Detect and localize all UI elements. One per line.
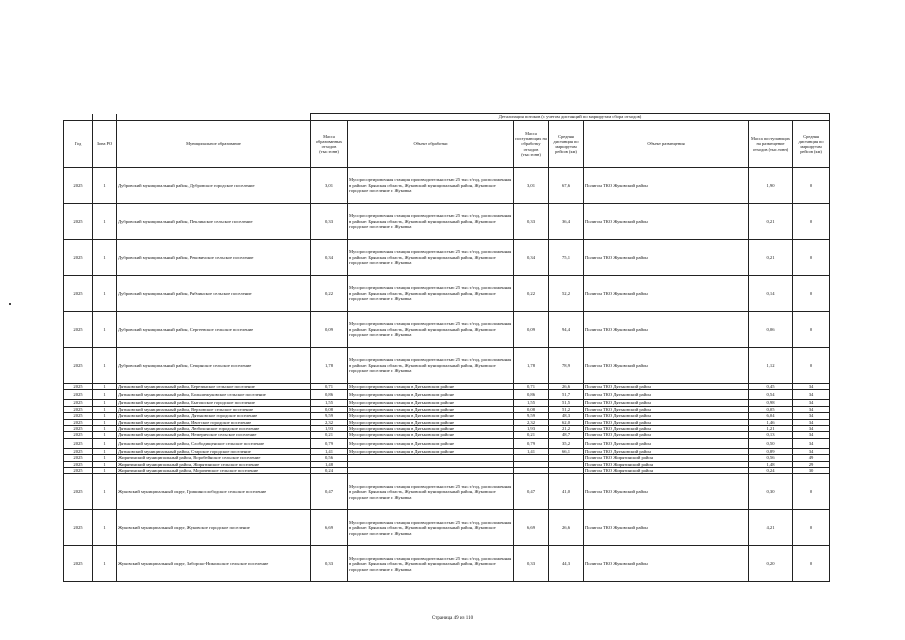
cell-year: 2025 [64, 400, 93, 406]
table-row [64, 168, 830, 204]
cell-mass-generated: 6,69 [311, 510, 348, 546]
cell-year: 2025 [64, 413, 93, 419]
cell-year: 2025 [64, 461, 93, 467]
cell-processing-facility: Мусоросортировочная станция производительностью 25 тыс.т/год, расположенная в районе: Брянская область, Жуковский муниципальный район, Жуковское городское поселение г. Жуковка [348, 510, 514, 546]
cell-avg-distance: 36,4 [549, 204, 584, 240]
cell-avg-distance: 21,2 [549, 426, 584, 432]
cell-avg-distance: 44,3 [549, 546, 584, 582]
cell-mass-generated: 0,47 [311, 474, 348, 510]
cell-mass-generated: 9,59 [311, 413, 348, 419]
cell-avg-distance-2: 49 [793, 455, 830, 461]
cell-avg-distance-2: 0 [793, 276, 830, 312]
cell-mass-to-processing: 0,33 [514, 204, 549, 240]
cell-zone: 1 [93, 426, 117, 432]
cell-zone: 1 [93, 468, 117, 474]
cell-processing-facility: Мусоросортировочная станция производительностью 25 тыс.т/год, расположенная в районе: Брянская область, Жуковский муниципальный район, Жуковское городское поселение г. Жуковка [348, 204, 514, 240]
cell-avg-distance: 62,0 [549, 419, 584, 425]
cell-zone: 1 [93, 400, 117, 406]
cell-avg-distance-2: 34 [793, 432, 830, 438]
table-row [64, 348, 830, 384]
cell-mass-to-disposal: 0,24 [749, 468, 793, 474]
cell-mass-generated: 1,55 [311, 400, 348, 406]
cell-mass-to-disposal: 0,05 [749, 406, 793, 412]
cell-avg-distance: 67,6 [549, 168, 584, 204]
cell-mass-generated: 0,56 [311, 455, 348, 461]
cell-year: 2025 [64, 546, 93, 582]
cell-mass-to-processing: 9,59 [514, 413, 549, 419]
cell-mass-generated: 1,41 [311, 448, 348, 454]
cell-municipality: Дятьковский муниципальный район, Немеричское сельское поселение [117, 432, 311, 438]
cell-mass-generated: 0,08 [311, 406, 348, 412]
cell-avg-distance-2: 29 [793, 461, 830, 467]
cell-zone: 1 [93, 546, 117, 582]
cell-mass-to-processing: 2,32 [514, 419, 549, 425]
cell-avg-distance-2: 34 [793, 400, 830, 406]
header-avg-distance-2: Средняя дистанция по маршрутам рейсов (км) [793, 121, 830, 168]
cell-processing-facility: Мусоросортировочная станция в Дятьковском районе [348, 419, 514, 425]
cell-year: 2025 [64, 240, 93, 276]
cell-zone: 1 [93, 276, 117, 312]
cell-disposal-facility: Полигон ТКО Жирятинский район [584, 468, 749, 474]
cell-disposal-facility: Полигон ТКО Дятьковский район [584, 432, 749, 438]
table-row [64, 204, 830, 240]
cell-year: 2025 [64, 406, 93, 412]
cell-mass-to-disposal: 0,13 [749, 432, 793, 438]
cell-mass-to-processing: 0,47 [514, 474, 549, 510]
cell-zone: 1 [93, 384, 117, 390]
cell-zone: 1 [93, 240, 117, 276]
cell-mass-to-processing: 0,08 [514, 406, 549, 412]
cell-avg-distance-2: 34 [793, 406, 830, 412]
cell-avg-distance-2: 0 [793, 204, 830, 240]
cell-processing-facility: Мусоросортировочная станция в Дятьковском районе [348, 426, 514, 432]
cell-avg-distance-2: 34 [793, 426, 830, 432]
cell-year: 2025 [64, 448, 93, 454]
cell-disposal-facility: Полигон ТКО Жуковский район [584, 510, 749, 546]
cell-mass-to-processing: 0,33 [514, 546, 549, 582]
cell-zone: 1 [93, 455, 117, 461]
header-year: Год [64, 121, 93, 168]
cell-mass-to-disposal: 0,54 [749, 390, 793, 400]
cell-processing-facility: Мусоросортировочная станция в Дятьковском районе [348, 384, 514, 390]
cell-mass-to-processing: 0,86 [514, 390, 549, 400]
cell-municipality: Дятьковский муниципальный район, Березинское сельское поселение [117, 384, 311, 390]
cell-year: 2025 [64, 438, 93, 448]
cell-year: 2025 [64, 312, 93, 348]
cell-mass-to-disposal: 0,89 [749, 448, 793, 454]
cell-year: 2025 [64, 168, 93, 204]
cell-mass-to-disposal: 0,21 [749, 240, 793, 276]
cell-mass-to-disposal: 6,04 [749, 413, 793, 419]
cell-avg-distance: 26,6 [549, 510, 584, 546]
cell-mass-to-processing: 3,01 [514, 168, 549, 204]
cell-municipality: Жирятинский муниципальный район, Воробейнское сельское поселение [117, 455, 311, 461]
cell-disposal-facility: Полигон ТКО Дятьковский район [584, 448, 749, 454]
cell-mass-generated: 0,09 [311, 312, 348, 348]
cell-mass-to-disposal: 0,06 [749, 312, 793, 348]
cell-mass-to-processing: 0,09 [514, 312, 549, 348]
cell-processing-facility: Мусоросортировочная станция в Дятьковском районе [348, 400, 514, 406]
cell-zone: 1 [93, 413, 117, 419]
cell-municipality: Жирятинский муниципальный район, Жирятинское сельское поселение [117, 461, 311, 467]
cell-avg-distance: 35,2 [549, 438, 584, 448]
cell-mass-to-disposal: 4,21 [749, 510, 793, 546]
header-mass-generated: Масса образованных отходов (тыс.тонн) [311, 121, 348, 168]
cell-mass-generated: 3,01 [311, 168, 348, 204]
cell-zone: 1 [93, 390, 117, 400]
cell-avg-distance: 51,5 [549, 400, 584, 406]
cell-zone: 1 [93, 406, 117, 412]
cell-municipality: Жуковский муниципальный округ, Заборско-Никольское сельское поселение [117, 546, 311, 582]
cell-mass-to-disposal: 1,90 [749, 168, 793, 204]
cell-municipality: Жирятинский муниципальный район, Морачевское сельское поселение [117, 468, 311, 474]
cell-mass-to-processing: 0,79 [514, 438, 549, 448]
cell-mass-generated: 1,78 [311, 348, 348, 384]
cell-zone: 1 [93, 419, 117, 425]
cell-zone: 1 [93, 474, 117, 510]
header-mass-to-disposal: Масса поступающих на размещение отходов (тыс.тонн) [749, 121, 793, 168]
cell-mass-to-processing: 0,71 [514, 384, 549, 390]
cell-year: 2025 [64, 468, 93, 474]
group-title: Детализация потоков (с учетом дистанций по маршрутам сбора отходов) [311, 114, 830, 121]
cell-disposal-facility: Полигон ТКО Жуковский район [584, 168, 749, 204]
cell-avg-distance-2: 34 [793, 448, 830, 454]
cell-disposal-facility: Полигон ТКО Дятьковский район [584, 413, 749, 419]
cell-disposal-facility: Полигон ТКО Жирятинский район [584, 461, 749, 467]
header-municipality: Муниципальное образование [117, 121, 311, 168]
cell-zone: 1 [93, 168, 117, 204]
table-row [64, 240, 830, 276]
cell-processing-facility: Мусоросортировочная станция производительностью 25 тыс.т/год, расположенная в районе: Брянская область, Жуковский муниципальный район, Жуковское городское поселение г. Жуковка [348, 312, 514, 348]
cell-municipality: Дятьковский муниципальный район, Дятьковское городское поселение [117, 413, 311, 419]
cell-mass-generated: 0,21 [311, 432, 348, 438]
cell-disposal-facility: Полигон ТКО Дятьковский район [584, 384, 749, 390]
cell-disposal-facility: Полигон ТКО Дятьковский район [584, 406, 749, 412]
cell-avg-distance: 48,3 [549, 413, 584, 419]
cell-mass-generated: 0,24 [311, 468, 348, 474]
cell-mass-to-disposal: 1,12 [749, 348, 793, 384]
cell-disposal-facility: Полигон ТКО Жирятинский район [584, 455, 749, 461]
cell-mass-to-disposal: 1,48 [749, 461, 793, 467]
cell-mass-generated: 2,32 [311, 419, 348, 425]
cell-year: 2025 [64, 276, 93, 312]
cell-processing-facility: Мусоросортировочная станция производительностью 25 тыс.т/год, расположенная в районе: Брянская область, Жуковский муниципальный район, Жуковское городское поселение г. Жуковка [348, 168, 514, 204]
cell-avg-distance-2: 30 [793, 468, 830, 474]
table-row [64, 438, 830, 448]
cell-disposal-facility: Полигон ТКО Жуковский район [584, 240, 749, 276]
cell-avg-distance: 66,1 [549, 448, 584, 454]
cell-disposal-facility: Полигон ТКО Жуковский район [584, 348, 749, 384]
cell-mass-to-disposal: 0,30 [749, 474, 793, 510]
cell-mass-to-disposal: 0,20 [749, 546, 793, 582]
cell-mass-to-disposal: 0,21 [749, 204, 793, 240]
cell-zone: 1 [93, 461, 117, 467]
cell-zone: 1 [93, 204, 117, 240]
table-row [64, 390, 830, 400]
cell-zone: 1 [93, 312, 117, 348]
cell-processing-facility: Мусоросортировочная станция в Дятьковском районе [348, 390, 514, 400]
cell-avg-distance: 52,2 [549, 276, 584, 312]
cell-year: 2025 [64, 474, 93, 510]
cell-municipality: Дятьковский муниципальный район, Большежуковское сельское поселение [117, 390, 311, 400]
cell-year: 2025 [64, 510, 93, 546]
cell-avg-distance: 75,1 [549, 240, 584, 276]
cell-mass-generated: 0,34 [311, 240, 348, 276]
cell-municipality: Дубровский муниципальный район, Дубровское городское поселение [117, 168, 311, 204]
cell-municipality: Жуковский муниципальный округ, Жуковское городское поселение [117, 510, 311, 546]
cell-mass-to-processing: 0,34 [514, 240, 549, 276]
cell-municipality: Дятьковский муниципальный район, Любохонское городское поселение [117, 426, 311, 432]
cell-municipality: Дятьковский муниципальный район, Ивотское городское поселение [117, 419, 311, 425]
cell-mass-to-processing: 1,78 [514, 348, 549, 384]
table-row [64, 312, 830, 348]
cell-municipality: Дятьковский муниципальный район, Верховское сельское поселение [117, 406, 311, 412]
waste-flow-table [63, 113, 830, 582]
cell-municipality: Дубровский муниципальный район, Рековичское сельское поселение [117, 240, 311, 276]
header-mass-to-processing: Масса поступающих на обработку отходов (тыс.тонн) [514, 121, 549, 168]
cell-mass-generated: 0,71 [311, 384, 348, 390]
cell-processing-facility: Мусоросортировочная станция в Дятьковском районе [348, 448, 514, 454]
cell-processing-facility: Мусоросортировочная станция в Дятьковском районе [348, 438, 514, 448]
cell-mass-to-processing: 1,41 [514, 448, 549, 454]
cell-year: 2025 [64, 419, 93, 425]
cell-disposal-facility: Полигон ТКО Жуковский район [584, 546, 749, 582]
header-disposal-facility: Объект размещения [584, 121, 749, 168]
cell-mass-to-disposal: 0,14 [749, 276, 793, 312]
cell-avg-distance-2: 34 [793, 419, 830, 425]
cell-municipality: Дубровский муниципальный район, Рябчинское сельское поселение [117, 276, 311, 312]
cell-avg-distance-2: 0 [793, 510, 830, 546]
cell-avg-distance: 94,4 [549, 312, 584, 348]
cell-processing-facility: Мусоросортировочная станция производительностью 25 тыс.т/год, расположенная в районе: Брянская область, Жуковский муниципальный район, Жуковское городское поселение г. Жуковка [348, 546, 514, 582]
cell-mass-to-processing: 6,69 [514, 510, 549, 546]
cell-avg-distance-2: 0 [793, 168, 830, 204]
cell-avg-distance-2: 0 [793, 348, 830, 384]
table-group-title-row [64, 114, 830, 121]
cell-avg-distance: 26,6 [549, 384, 584, 390]
cell-disposal-facility: Полигон ТКО Дятьковский район [584, 390, 749, 400]
cell-zone: 1 [93, 438, 117, 448]
cell-mass-generated: 0,33 [311, 546, 348, 582]
header-zone: Зона РО [93, 121, 117, 168]
cell-mass-to-disposal: 0,50 [749, 438, 793, 448]
cell-municipality: Дубровский муниципальный район, Сергеевское сельское поселение [117, 312, 311, 348]
table-row [64, 546, 830, 582]
cell-avg-distance: 48,7 [549, 432, 584, 438]
cell-mass-to-processing: 1,55 [514, 400, 549, 406]
cell-mass-to-processing: 0,22 [514, 276, 549, 312]
cell-mass-to-disposal: 0,56 [749, 455, 793, 461]
cell-mass-to-disposal: 0,45 [749, 384, 793, 390]
cell-disposal-facility: Полигон ТКО Дятьковский район [584, 426, 749, 432]
cell-zone: 1 [93, 510, 117, 546]
cell-avg-distance-2: 0 [793, 474, 830, 510]
cell-year: 2025 [64, 384, 93, 390]
table-row [64, 474, 830, 510]
cell-zone: 1 [93, 348, 117, 384]
cell-avg-distance-2: 34 [793, 438, 830, 448]
cell-processing-facility: Мусоросортировочная станция в Дятьковском районе [348, 413, 514, 419]
cell-mass-generated: 0,33 [311, 204, 348, 240]
scan-speck [9, 303, 11, 305]
cell-avg-distance-2: 0 [793, 240, 830, 276]
table-header-row [64, 121, 830, 168]
cell-mass-to-disposal: 1,46 [749, 419, 793, 425]
cell-mass-to-processing: 1,93 [514, 426, 549, 432]
cell-mass-to-disposal: 0,98 [749, 400, 793, 406]
cell-avg-distance: 51,7 [549, 390, 584, 400]
cell-disposal-facility: Полигон ТКО Жуковский район [584, 276, 749, 312]
cell-year: 2025 [64, 390, 93, 400]
page-number: Страница 49 из 110 [431, 616, 474, 621]
header-avg-distance: Средняя дистанция по маршрутам рейсов (км) [549, 121, 584, 168]
cell-avg-distance: 78,9 [549, 348, 584, 384]
cell-processing-facility: Мусоросортировочная станция производительностью 25 тыс.т/год, расположенная в районе: Брянская область, Жуковский муниципальный район, Жуковское городское поселение г. Жуковка [348, 348, 514, 384]
table-row [64, 276, 830, 312]
cell-disposal-facility: Полигон ТКО Жуковский район [584, 312, 749, 348]
header-processing-facility: Объект обработки [348, 121, 514, 168]
cell-disposal-facility: Полигон ТКО Дятьковский район [584, 438, 749, 448]
table-row [64, 510, 830, 546]
cell-mass-generated: 0,86 [311, 390, 348, 400]
cell-disposal-facility: Полигон ТКО Дятьковский район [584, 400, 749, 406]
cell-zone: 1 [93, 432, 117, 438]
cell-year: 2025 [64, 455, 93, 461]
cell-disposal-facility: Полигон ТКО Дятьковский район [584, 419, 749, 425]
cell-year: 2025 [64, 432, 93, 438]
cell-municipality: Дятьковский муниципальный район, Слободищенское сельское поселение [117, 438, 311, 448]
cell-mass-to-processing: 0,21 [514, 432, 549, 438]
cell-mass-generated: 0,79 [311, 438, 348, 448]
cell-municipality: Жуковский муниципальный округ, Гришинослободское сельское поселение [117, 474, 311, 510]
cell-processing-facility: Мусоросортировочная станция производительностью 25 тыс.т/год, расположенная в районе: Брянская область, Жуковский муниципальный район, Жуковское городское поселение г. Жуковка [348, 474, 514, 510]
cell-processing-facility: Мусоросортировочная станция производительностью 25 тыс.т/год, расположенная в районе: Брянская область, Жуковский муниципальный район, Жуковское городское поселение г. Жуковка [348, 240, 514, 276]
cell-municipality: Дятьковский муниципальный район, Бытошское городское поселение [117, 400, 311, 406]
cell-year: 2025 [64, 348, 93, 384]
cell-avg-distance-2: 34 [793, 390, 830, 400]
cell-disposal-facility: Полигон ТКО Жуковский район [584, 474, 749, 510]
cell-avg-distance-2: 0 [793, 312, 830, 348]
cell-municipality: Дубровский муниципальный район, Пеклинское сельское поселение [117, 204, 311, 240]
cell-avg-distance-2: 34 [793, 384, 830, 390]
cell-processing-facility: Мусоросортировочная станция производительностью 25 тыс.т/год, расположенная в районе: Брянская область, Жуковский муниципальный район, Жуковское городское поселение г. Жуковка [348, 276, 514, 312]
cell-zone: 1 [93, 448, 117, 454]
cell-year: 2025 [64, 426, 93, 432]
cell-mass-to-disposal: 1,21 [749, 426, 793, 432]
cell-mass-generated: 0,22 [311, 276, 348, 312]
cell-mass-generated: 1,93 [311, 426, 348, 432]
cell-processing-facility: Мусоросортировочная станция в Дятьковском районе [348, 406, 514, 412]
cell-municipality: Дятьковский муниципальный район, Старское городское поселение [117, 448, 311, 454]
cell-avg-distance-2: 0 [793, 546, 830, 582]
cell-municipality: Дубровский муниципальный район, Сещинское сельское поселение [117, 348, 311, 384]
cell-avg-distance-2: 34 [793, 413, 830, 419]
cell-mass-generated: 1,48 [311, 461, 348, 467]
cell-year: 2025 [64, 204, 93, 240]
cell-avg-distance: 41,0 [549, 474, 584, 510]
cell-avg-distance: 51,2 [549, 406, 584, 412]
cell-disposal-facility: Полигон ТКО Жуковский район [584, 204, 749, 240]
cell-processing-facility: Мусоросортировочная станция в Дятьковском районе [348, 432, 514, 438]
